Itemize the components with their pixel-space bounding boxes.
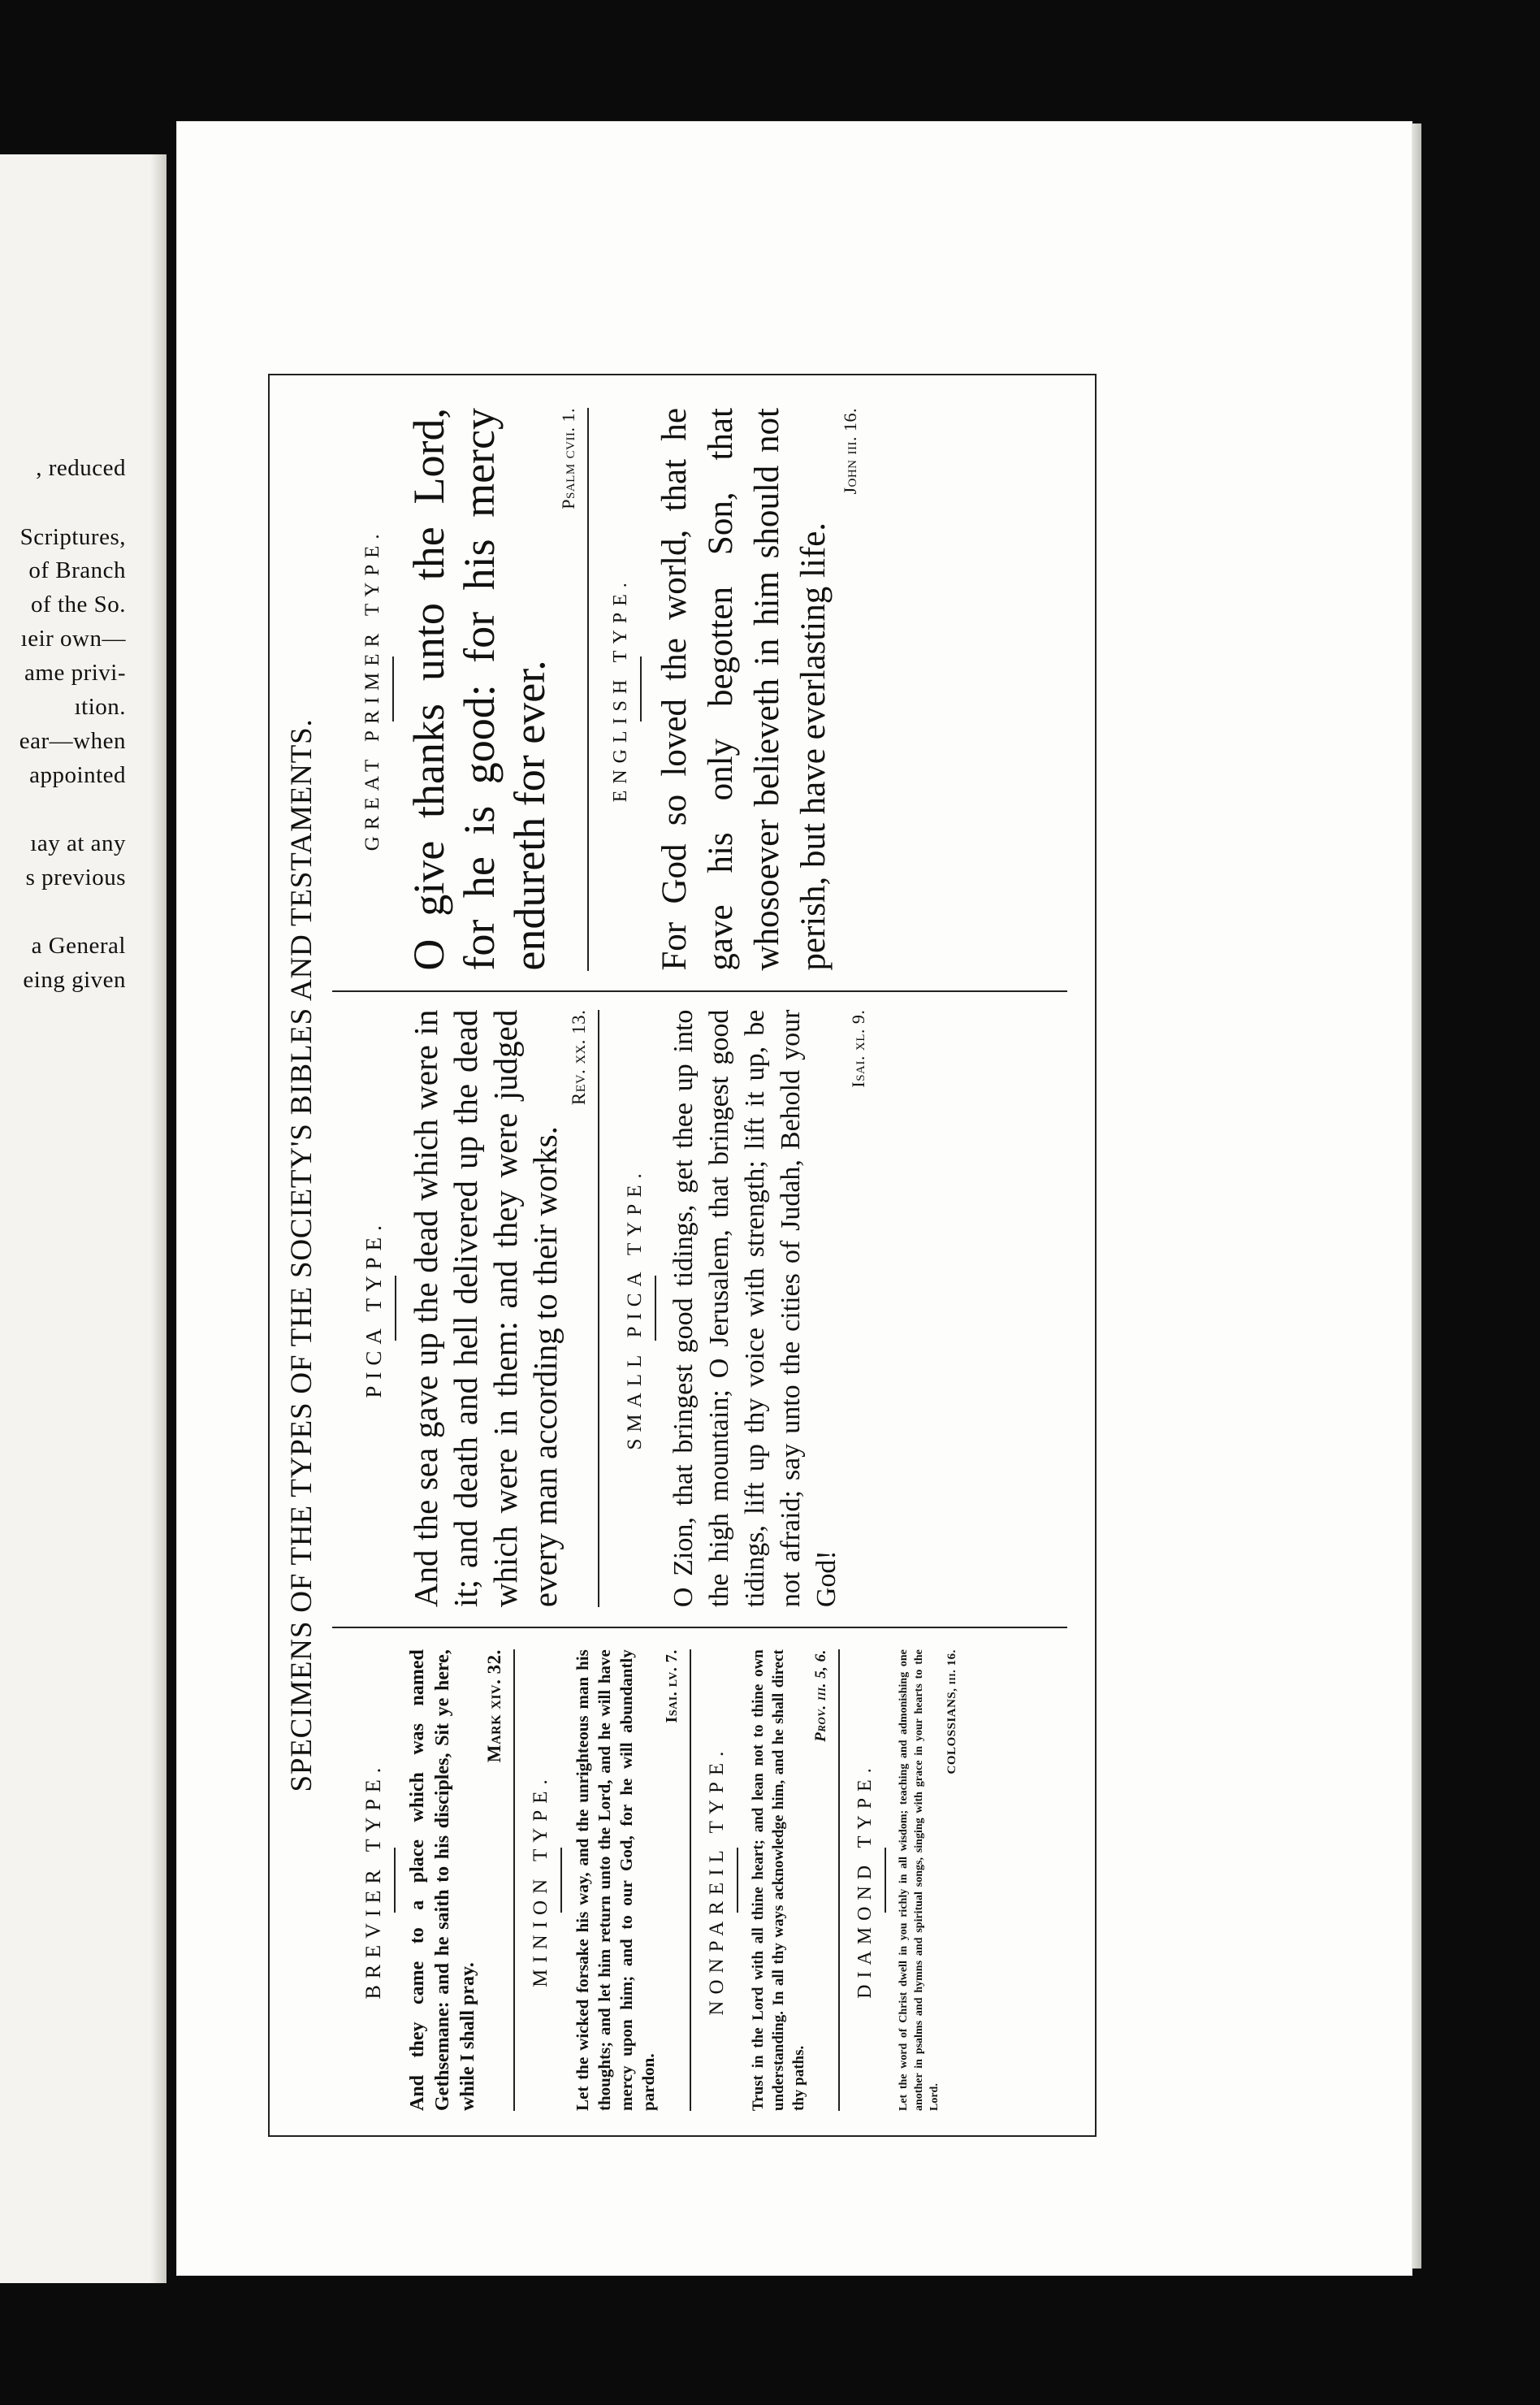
pica-reference: Rev. xx. 13. [569, 1009, 589, 1106]
pica-section [361, 1010, 590, 1608]
section-divider [587, 408, 589, 971]
nonpareil-section [706, 1649, 830, 2111]
diamond-text: Let the word of Christ dwell in you richly in all wisdom; teaching and admonishing one another in psalms and hymns and spiritual songs, singing with grace in your hearts to the Lord. [898, 1649, 941, 2111]
small-pica-reference: Isai. xl. 9. [848, 1009, 868, 1088]
left-page-line: s previous [25, 864, 126, 890]
left-page-line: ame privi- [24, 660, 126, 686]
title-rule [655, 1276, 656, 1341]
specimen-title: SPECIMENS OF THE TYPES OF THE SOCIETY'S BIBLES AND TESTAMENTS. [285, 718, 318, 1792]
left-page-line: eing given [23, 967, 126, 993]
section-divider [513, 1649, 515, 2111]
section-divider [690, 1649, 691, 2111]
english-section [610, 408, 861, 971]
column-small-types [332, 1628, 1067, 2111]
title-rule [885, 1848, 886, 1913]
nonpareil-text: Trust in the Lord with all thine heart; and lean not to thine own understanding. In all thy ways acknowledge him, and he shall direct thy paths. [750, 1649, 807, 2111]
great-primer-section [361, 408, 579, 971]
column-large-types [332, 400, 1067, 992]
nonpareil-reference: Prov. iii. 5, 6. [812, 1649, 829, 1742]
left-page-line: of Branch [28, 557, 126, 583]
specimen-block [268, 374, 1097, 2137]
left-page-line: appointed [29, 762, 126, 788]
small-pica-title: SMALL PICA TYPE. [624, 1167, 646, 1450]
title-rule [394, 1848, 396, 1913]
diamond-reference: COLOSSIANS, iii. 16. [945, 1649, 958, 1774]
english-reference: John iii. 16. [840, 408, 860, 495]
specimen-frame [268, 374, 1097, 2137]
left-page-fragment [0, 154, 167, 2283]
left-page-line: ıay at any [30, 830, 126, 856]
english-title: ENGLISH TYPE. [610, 576, 631, 803]
diamond-section [854, 1649, 959, 2111]
left-page-line: ıeir own— [20, 626, 126, 652]
nonpareil-title: NONPAREIL TYPE. [706, 1744, 728, 2016]
great-primer-reference: Psalm cvii. 1. [558, 408, 578, 509]
small-pica-text: O Zion, that bringest good tidings, get thee up into the high mountain; O Jerusalem, that bringest good tidings, lift up thy voice with strength; lift it up, be not afraid; say unto the cities of Judah, Behold your God! [668, 1009, 841, 1608]
left-page-line: of the So. [31, 592, 126, 618]
left-page-line: , reduced [36, 455, 126, 481]
section-divider [598, 1010, 599, 1608]
minion-reference: Isai. lv. 7. [663, 1649, 681, 1723]
title-rule [640, 656, 642, 722]
english-text: For God so loved the world, that he gave his only begotten Son, that whosoever believeth in him should not perish, but have everlasting life. [655, 408, 833, 971]
diamond-title: DIAMOND TYPE. [854, 1762, 876, 1999]
specimen-columns [332, 400, 1067, 2111]
brevier-text: And they came to a place which was named Gethsemane: and he saith to his disciples, Sit ye here, while I shall pray. [407, 1649, 478, 2111]
left-page-line: ear—when [19, 728, 126, 754]
title-rule [737, 1848, 738, 1913]
brevier-reference: Mark xiv. 32. [484, 1649, 504, 1763]
minion-text: Let the wicked forsake his way, and the unrighteous man his thoughts; and let him return unto the Lord, and he will have mercy upon him; and to our God, for he will abundantly pardon. [573, 1649, 658, 2111]
brevier-section [361, 1649, 505, 2111]
left-page-line: a General [31, 933, 126, 959]
left-page-line: ıtion. [74, 694, 126, 720]
section-divider [838, 1649, 840, 2111]
brevier-title: BREVIER TYPE. [361, 1761, 385, 2000]
column-pica-types [332, 992, 1067, 1629]
minion-section [530, 1649, 681, 2111]
pica-text: And the sea gave up the dead which were in it; and death and hell delivered up the dead which were in them: and they were judged every man according to their works. [407, 1009, 564, 1608]
title-rule [392, 656, 394, 722]
title-rule [560, 1848, 562, 1913]
small-pica-section [624, 1010, 869, 1608]
minion-title: MINION TYPE. [530, 1773, 552, 1987]
pica-title: PICA TYPE. [361, 1219, 386, 1398]
great-primer-text: O give thanks unto the Lord, for he is good: for his mercy endureth for ever. [404, 408, 554, 971]
page-edge [1412, 124, 1421, 2268]
left-page-line: Scriptures, [19, 524, 126, 550]
title-rule [395, 1276, 396, 1341]
page-gutter [150, 154, 167, 2283]
great-primer-title: GREAT PRIMER TYPE. [361, 527, 383, 852]
